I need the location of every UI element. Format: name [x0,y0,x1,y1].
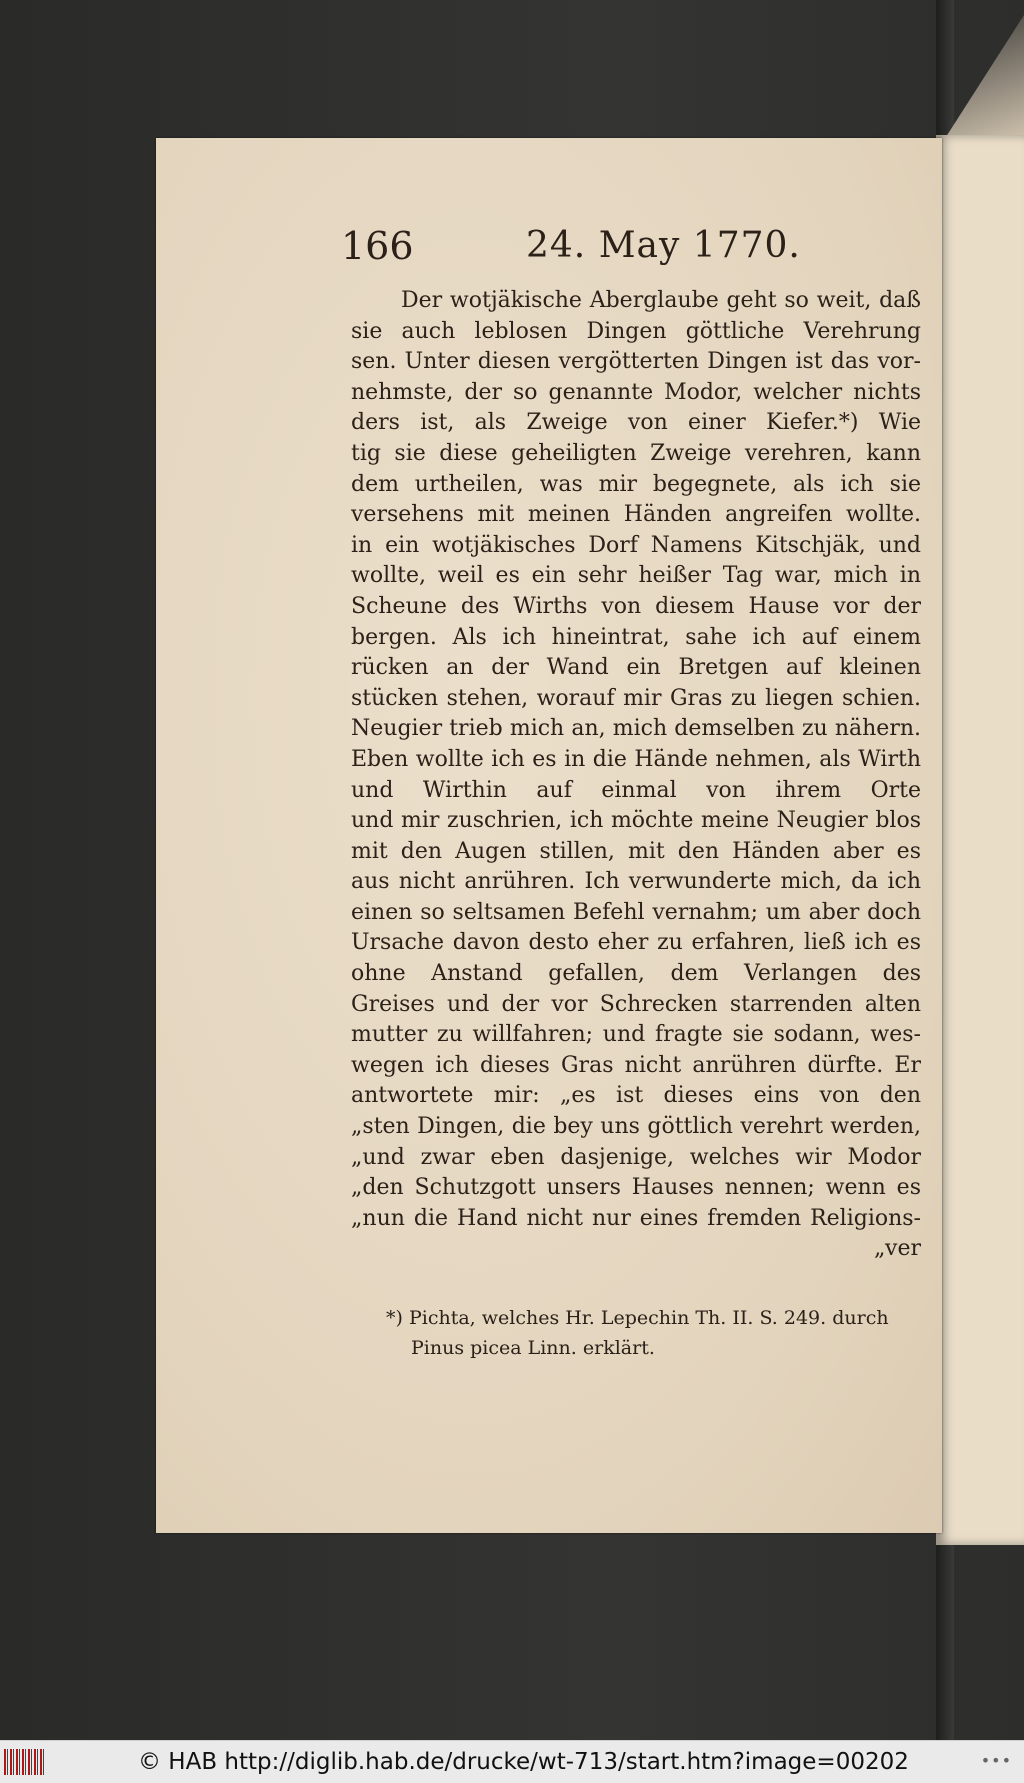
text-line: „sten Dingen, die bey uns göttlich verehrt werden, [351,1114,921,1140]
footnote-line: Pinus picea Linn. erklärt. [411,1337,655,1359]
text-line: und mir zuschrien, ich möchte meine Neugier blos [351,808,921,834]
text-line: dem urtheilen, was mir begegnete, als ich sie [351,471,921,497]
body-text [351,286,921,1265]
footnote-line: *) Pichta, welches Hr. Lepechin Th. II. S. 249. durch [386,1307,889,1329]
barcode-icon [4,1749,46,1775]
text-line: und Wirthin auf einmal von ihrem Orte [351,777,921,803]
text-line: Der wotjäkische Aberglaube geht so weit, daß [401,288,921,313]
viewer-footer [0,1740,1024,1783]
running-head: 24. May 1770. [526,225,801,266]
book-page [156,138,942,1533]
text-line: aus nicht anrühren. Ich verwunderte mich, da ich [351,869,921,895]
text-line: ohne Anstand gefallen, dem Verlangen des [351,961,921,987]
text-line: wollte, weil es ein sehr heißer Tag war, mich in [351,563,921,589]
next-page-edge [936,135,1024,1545]
text-line: „den Schutzgott unsers Hauses nennen; wenn es [351,1175,921,1201]
page-header [341,221,901,271]
text-line: nehmste, der so genannte Modor, welcher nichts [351,379,921,405]
text-line: sie auch leblosen Dingen göttliche Verehrung [351,318,921,344]
text-line: rücken an der Wand ein Bretgen auf kleinen [351,655,921,681]
ellipsis-icon[interactable]: ••• [980,1751,1012,1770]
footnote [386,1303,926,1363]
page-number: 166 [341,224,414,268]
text-line: versehens mit meinen Händen angreifen wollte. [351,502,921,528]
text-line: bergen. Als ich hineintrat, sahe ich auf einem [351,624,921,650]
text-line: Greises und der vor Schrecken starrenden alten [351,991,921,1017]
catchword: „ver [874,1236,921,1262]
text-line: ders ist, als Zweige von einer Kiefer.*) Wie [351,410,921,436]
text-line: stücken stehen, worauf mir Gras zu liegen schien. [351,685,921,711]
copyright-link[interactable]: © HAB http://diglib.hab.de/drucke/wt-713/start.htm?image=00202 [138,1749,909,1775]
text-line: Ursache davon desto eher zu erfahren, ließ ich es [351,930,921,956]
text-line: sen. Unter diesen vergötterten Dingen ist das vor- [351,349,921,375]
text-line: mutter zu willfahren; und fragte sie sodann, wes- [351,1022,921,1048]
text-line: „nun die Hand nicht nur eines fremden Religions- [351,1205,921,1231]
text-line: „und zwar eben dasjenige, welches wir Modor [351,1144,921,1170]
text-line: einen so seltsamen Befehl vernahm; um aber doch [351,899,921,925]
text-line: in ein wotjäkisches Dorf Namens Kitschjäk, und [351,532,921,558]
text-line: wegen ich dieses Gras nicht anrühren dürfte. Er [351,1052,921,1078]
text-line: mit den Augen stillen, mit den Händen aber es [351,838,921,864]
text-line: Eben wollte ich es in die Hände nehmen, als Wirth [351,746,921,772]
text-line: Neugier trieb mich an, mich demselben zu nähern. [351,716,921,742]
text-line: antwortete mir: „es ist dieses eins von den [351,1083,921,1109]
text-line: tig sie diese geheiligten Zweige verehren, kann [351,440,921,466]
text-line: Scheune des Wirths von diesem Hause vor der [351,593,921,619]
